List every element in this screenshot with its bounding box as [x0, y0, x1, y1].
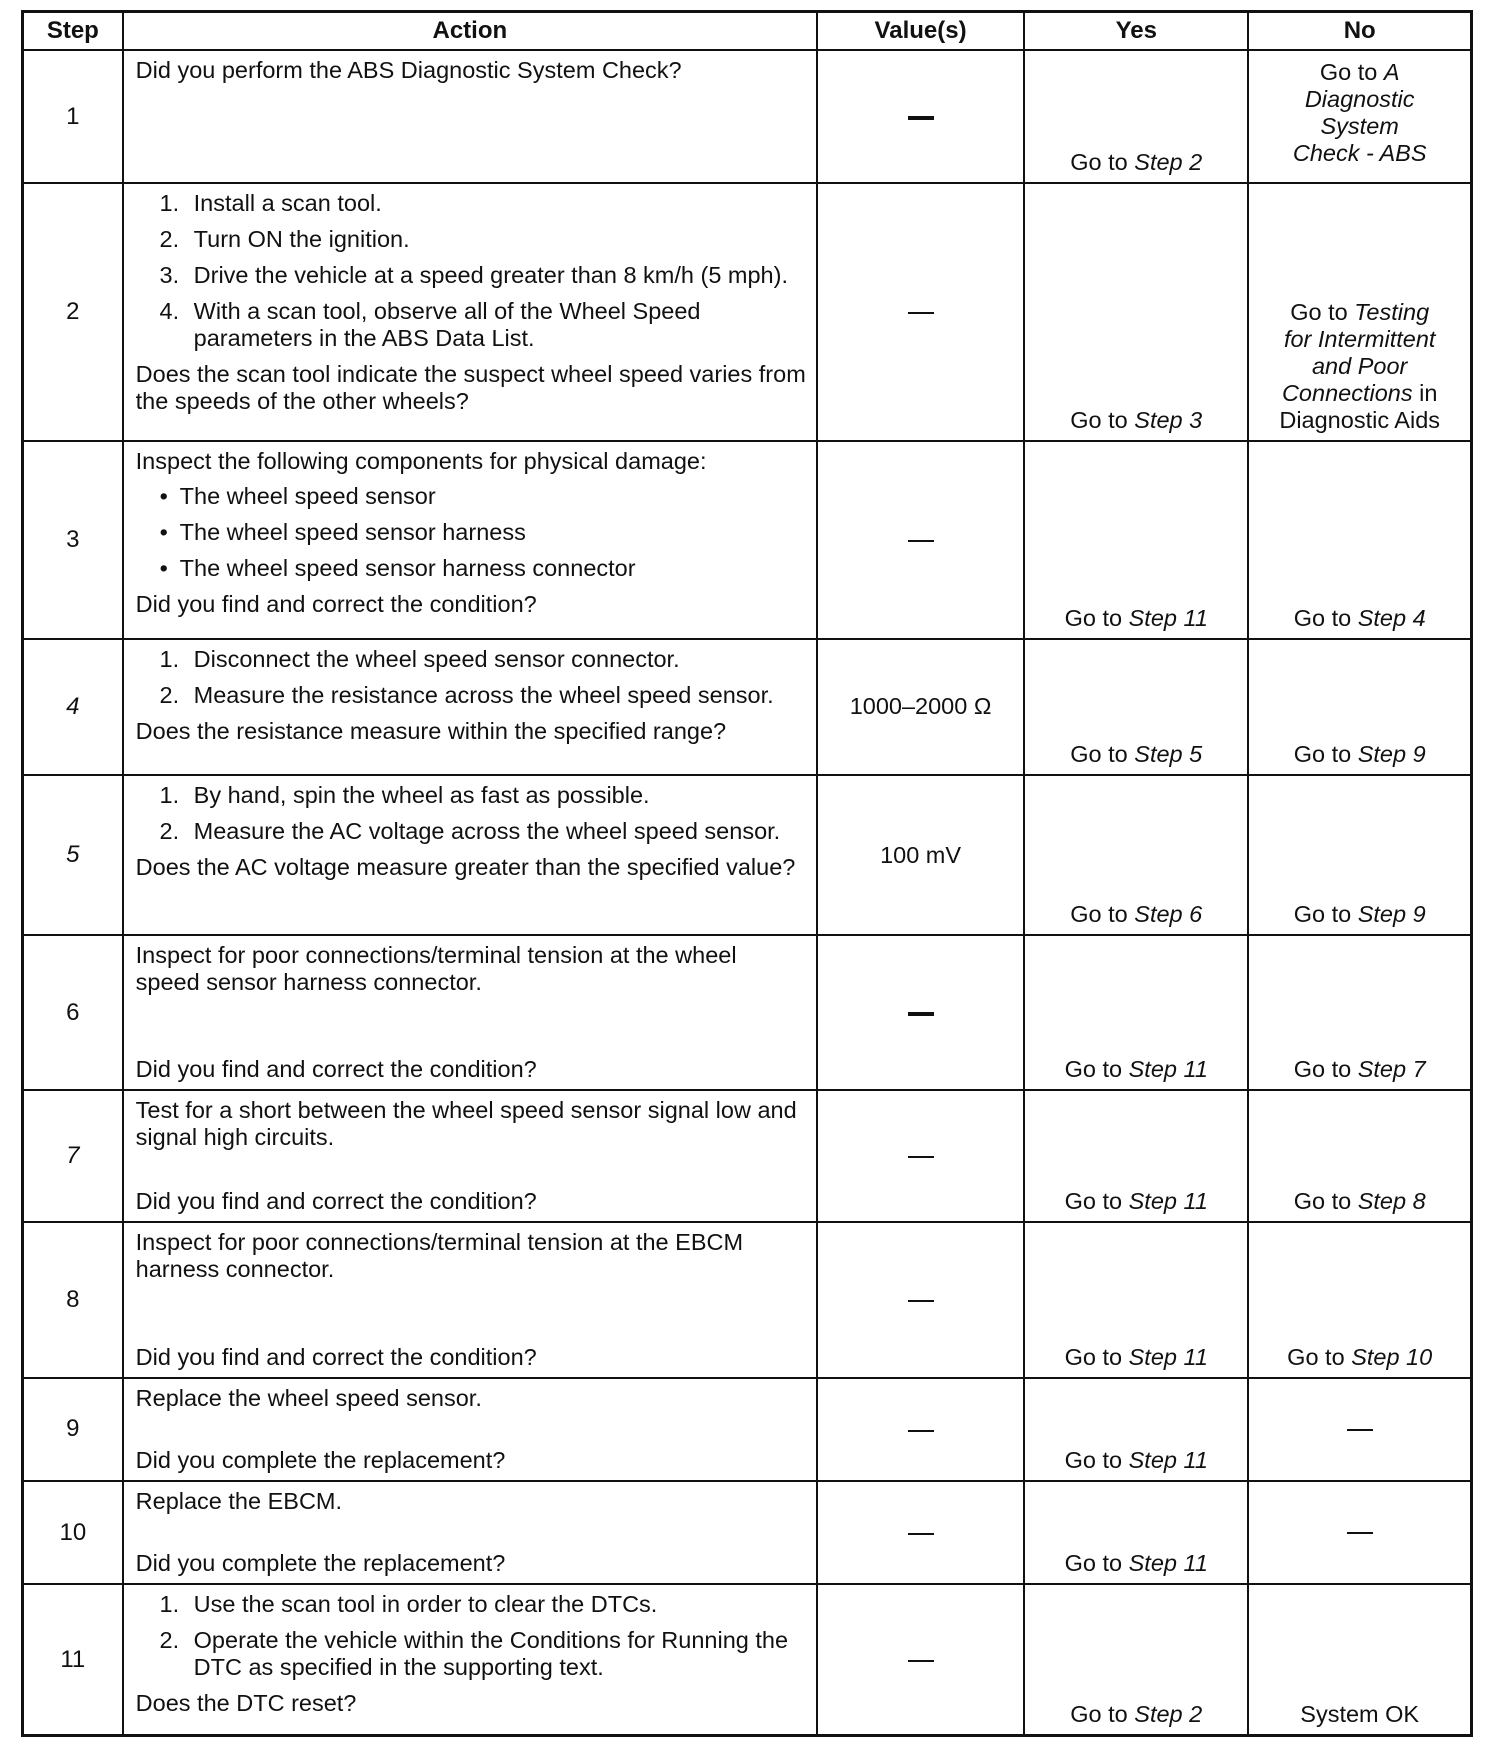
dash-icon — [908, 540, 934, 542]
diagnostic-table — [21, 10, 1473, 1737]
action-cell: Inspect the following components for physical damage: • The wheel speed sensor • The wheel speed sensor harness • The wheel speed sensor harness connector Did you find and correct the condition? — [123, 441, 817, 639]
header-values: Value(s) — [817, 12, 1024, 51]
action-question: Did you complete the replacement? — [135, 1550, 506, 1577]
table-row — [23, 1090, 1472, 1221]
action-question: Does the DTC reset? — [135, 1690, 357, 1717]
value-cell — [817, 935, 1024, 1090]
step-number: 10 — [23, 1481, 123, 1584]
action-question: Did you complete the replacement? — [135, 1446, 506, 1473]
dash-icon — [908, 1533, 934, 1535]
dash-icon — [908, 1430, 934, 1432]
step-number: 7 — [23, 1090, 123, 1221]
value-cell — [817, 50, 1024, 183]
yes-cell: Go to Step 11 — [1024, 441, 1248, 639]
no-cell: Go to Step 7 — [1248, 935, 1471, 1090]
table-row — [23, 441, 1472, 639]
step-number: 4 — [23, 639, 123, 776]
no-cell: Go to Step 9 — [1248, 775, 1471, 935]
header-action: Action — [123, 12, 817, 51]
yes-cell: Go to Step 3 — [1024, 183, 1248, 440]
action-question: Does the resistance measure within the specified range? — [135, 717, 727, 744]
no-cell: Go to Step 4 — [1248, 441, 1471, 639]
step-number: 11 — [23, 1584, 123, 1735]
table-row — [23, 1481, 1472, 1584]
no-cell — [1248, 1378, 1471, 1481]
action-cell: Inspect for poor connections/terminal tension at the wheel speed sensor harness connector. Did you find and correct the condition? — [123, 935, 817, 1090]
dash-icon — [908, 1156, 934, 1158]
value-cell — [817, 1481, 1024, 1584]
header-no: No — [1248, 12, 1471, 51]
step-number: 8 — [23, 1222, 123, 1378]
action-text: Did you perform the ABS Diagnostic System Check? — [135, 57, 682, 83]
dash-icon — [1347, 1429, 1373, 1431]
value-cell: 100 mV — [817, 775, 1024, 935]
step-number: 3 — [23, 441, 123, 639]
bullet-list: • The wheel speed sensor • The wheel speed sensor harness • The wheel speed sensor harness connector — [136, 483, 806, 582]
table-row — [23, 1378, 1472, 1481]
yes-cell: Go to Step 11 — [1024, 1090, 1248, 1221]
action-question: Does the scan tool indicate the suspect wheel speed varies from the speeds of the other wheels? — [135, 361, 806, 415]
action-question: Did you find and correct the condition? — [135, 1187, 537, 1214]
yes-cell: Go to Step 11 — [1024, 1481, 1248, 1584]
dash-icon — [908, 1660, 934, 1662]
step-number: 9 — [23, 1378, 123, 1481]
value-cell — [817, 183, 1024, 440]
step-number: 6 — [23, 935, 123, 1090]
table-row — [23, 183, 1472, 440]
action-question: Did you find and correct the condition? — [135, 590, 537, 617]
table-row — [23, 935, 1472, 1090]
action-cell — [123, 50, 817, 183]
action-cell — [123, 183, 817, 440]
value-cell — [817, 1090, 1024, 1221]
table-row — [23, 50, 1472, 183]
yes-cell: Go to Step 5 — [1024, 639, 1248, 776]
no-cell: System OK — [1248, 1584, 1471, 1735]
action-cell: 1. Disconnect the wheel speed sensor connector. 2. Measure the resistance across the wheel speed sensor. Does the resistance measure within the specified range? — [123, 639, 817, 776]
action-cell: 1. By hand, spin the wheel as fast as possible. 2. Measure the AC voltage across the wheel speed sensor. Does the AC voltage measure greater than the specified value? — [123, 775, 817, 935]
step-number: 1 — [23, 50, 123, 183]
dash-icon — [908, 1300, 934, 1302]
table-row — [23, 639, 1472, 776]
value-cell: 1000–2000 Ω — [817, 639, 1024, 776]
action-cell: Test for a short between the wheel speed sensor signal low and signal high circuits. Did you find and correct the condition? — [123, 1090, 817, 1221]
step-ref: Step 2 — [1134, 149, 1203, 176]
yes-cell: Go to Step 11 — [1024, 935, 1248, 1090]
value-cell — [817, 441, 1024, 639]
action-question: Does the AC voltage measure greater than the specified value? — [135, 854, 796, 881]
no-cell: Go to Step 9 — [1248, 639, 1471, 776]
header-yes: Yes — [1024, 12, 1248, 51]
value-cell — [817, 1222, 1024, 1378]
table-row — [23, 1584, 1472, 1735]
step-number: 2 — [23, 183, 123, 440]
value-cell — [817, 1378, 1024, 1481]
yes-cell: Go to Step 2 — [1024, 1584, 1248, 1735]
no-cell: Go to A Diagnostic System Check - ABS — [1248, 50, 1471, 183]
dash-icon — [1347, 1532, 1373, 1534]
action-question: Did you find and correct the condition? — [135, 1343, 537, 1370]
action-question: Did you find and correct the condition? — [135, 1056, 537, 1083]
no-cell: Go to Step 8 — [1248, 1090, 1471, 1221]
header-row — [23, 12, 1472, 51]
dash-icon — [908, 1012, 934, 1016]
yes-cell: Go to Step 11 — [1024, 1222, 1248, 1378]
no-cell: Go to Step 10 — [1248, 1222, 1471, 1378]
header-step: Step — [23, 12, 123, 51]
action-steps: 1. Install a scan tool. 2. Turn ON the ignition. 3. Drive the vehicle at a speed greater than 8 km/h (5 mph). 4. With a scan tool, observe all of the Wheel Speed parameters in the ABS Data List. — [136, 190, 806, 352]
dash-icon — [908, 116, 934, 120]
yes-cell: Go to Step 6 — [1024, 775, 1248, 935]
no-cell: Go to Testing for Intermittent and Poor Connections in Diagnostic Aids — [1248, 183, 1471, 440]
action-cell: Replace the EBCM. Did you complete the replacement? — [123, 1481, 817, 1584]
no-cell — [1248, 1481, 1471, 1584]
table-row — [23, 775, 1472, 935]
action-cell: Replace the wheel speed sensor. Did you complete the replacement? — [123, 1378, 817, 1481]
action-cell: 1. Use the scan tool in order to clear the DTCs. 2. Operate the vehicle within the Conditions for Running the DTC as specified in the supporting text. Does the DTC reset? — [123, 1584, 817, 1735]
dash-icon — [908, 312, 934, 314]
table-row — [23, 1222, 1472, 1378]
step-number: 5 — [23, 775, 123, 935]
action-cell: Inspect for poor connections/terminal tension at the EBCM harness connector. Did you find and correct the condition? — [123, 1222, 817, 1378]
yes-cell: Go to Step 2 — [1024, 50, 1248, 183]
value-cell — [817, 1584, 1024, 1735]
yes-cell: Go to Step 11 — [1024, 1378, 1248, 1481]
